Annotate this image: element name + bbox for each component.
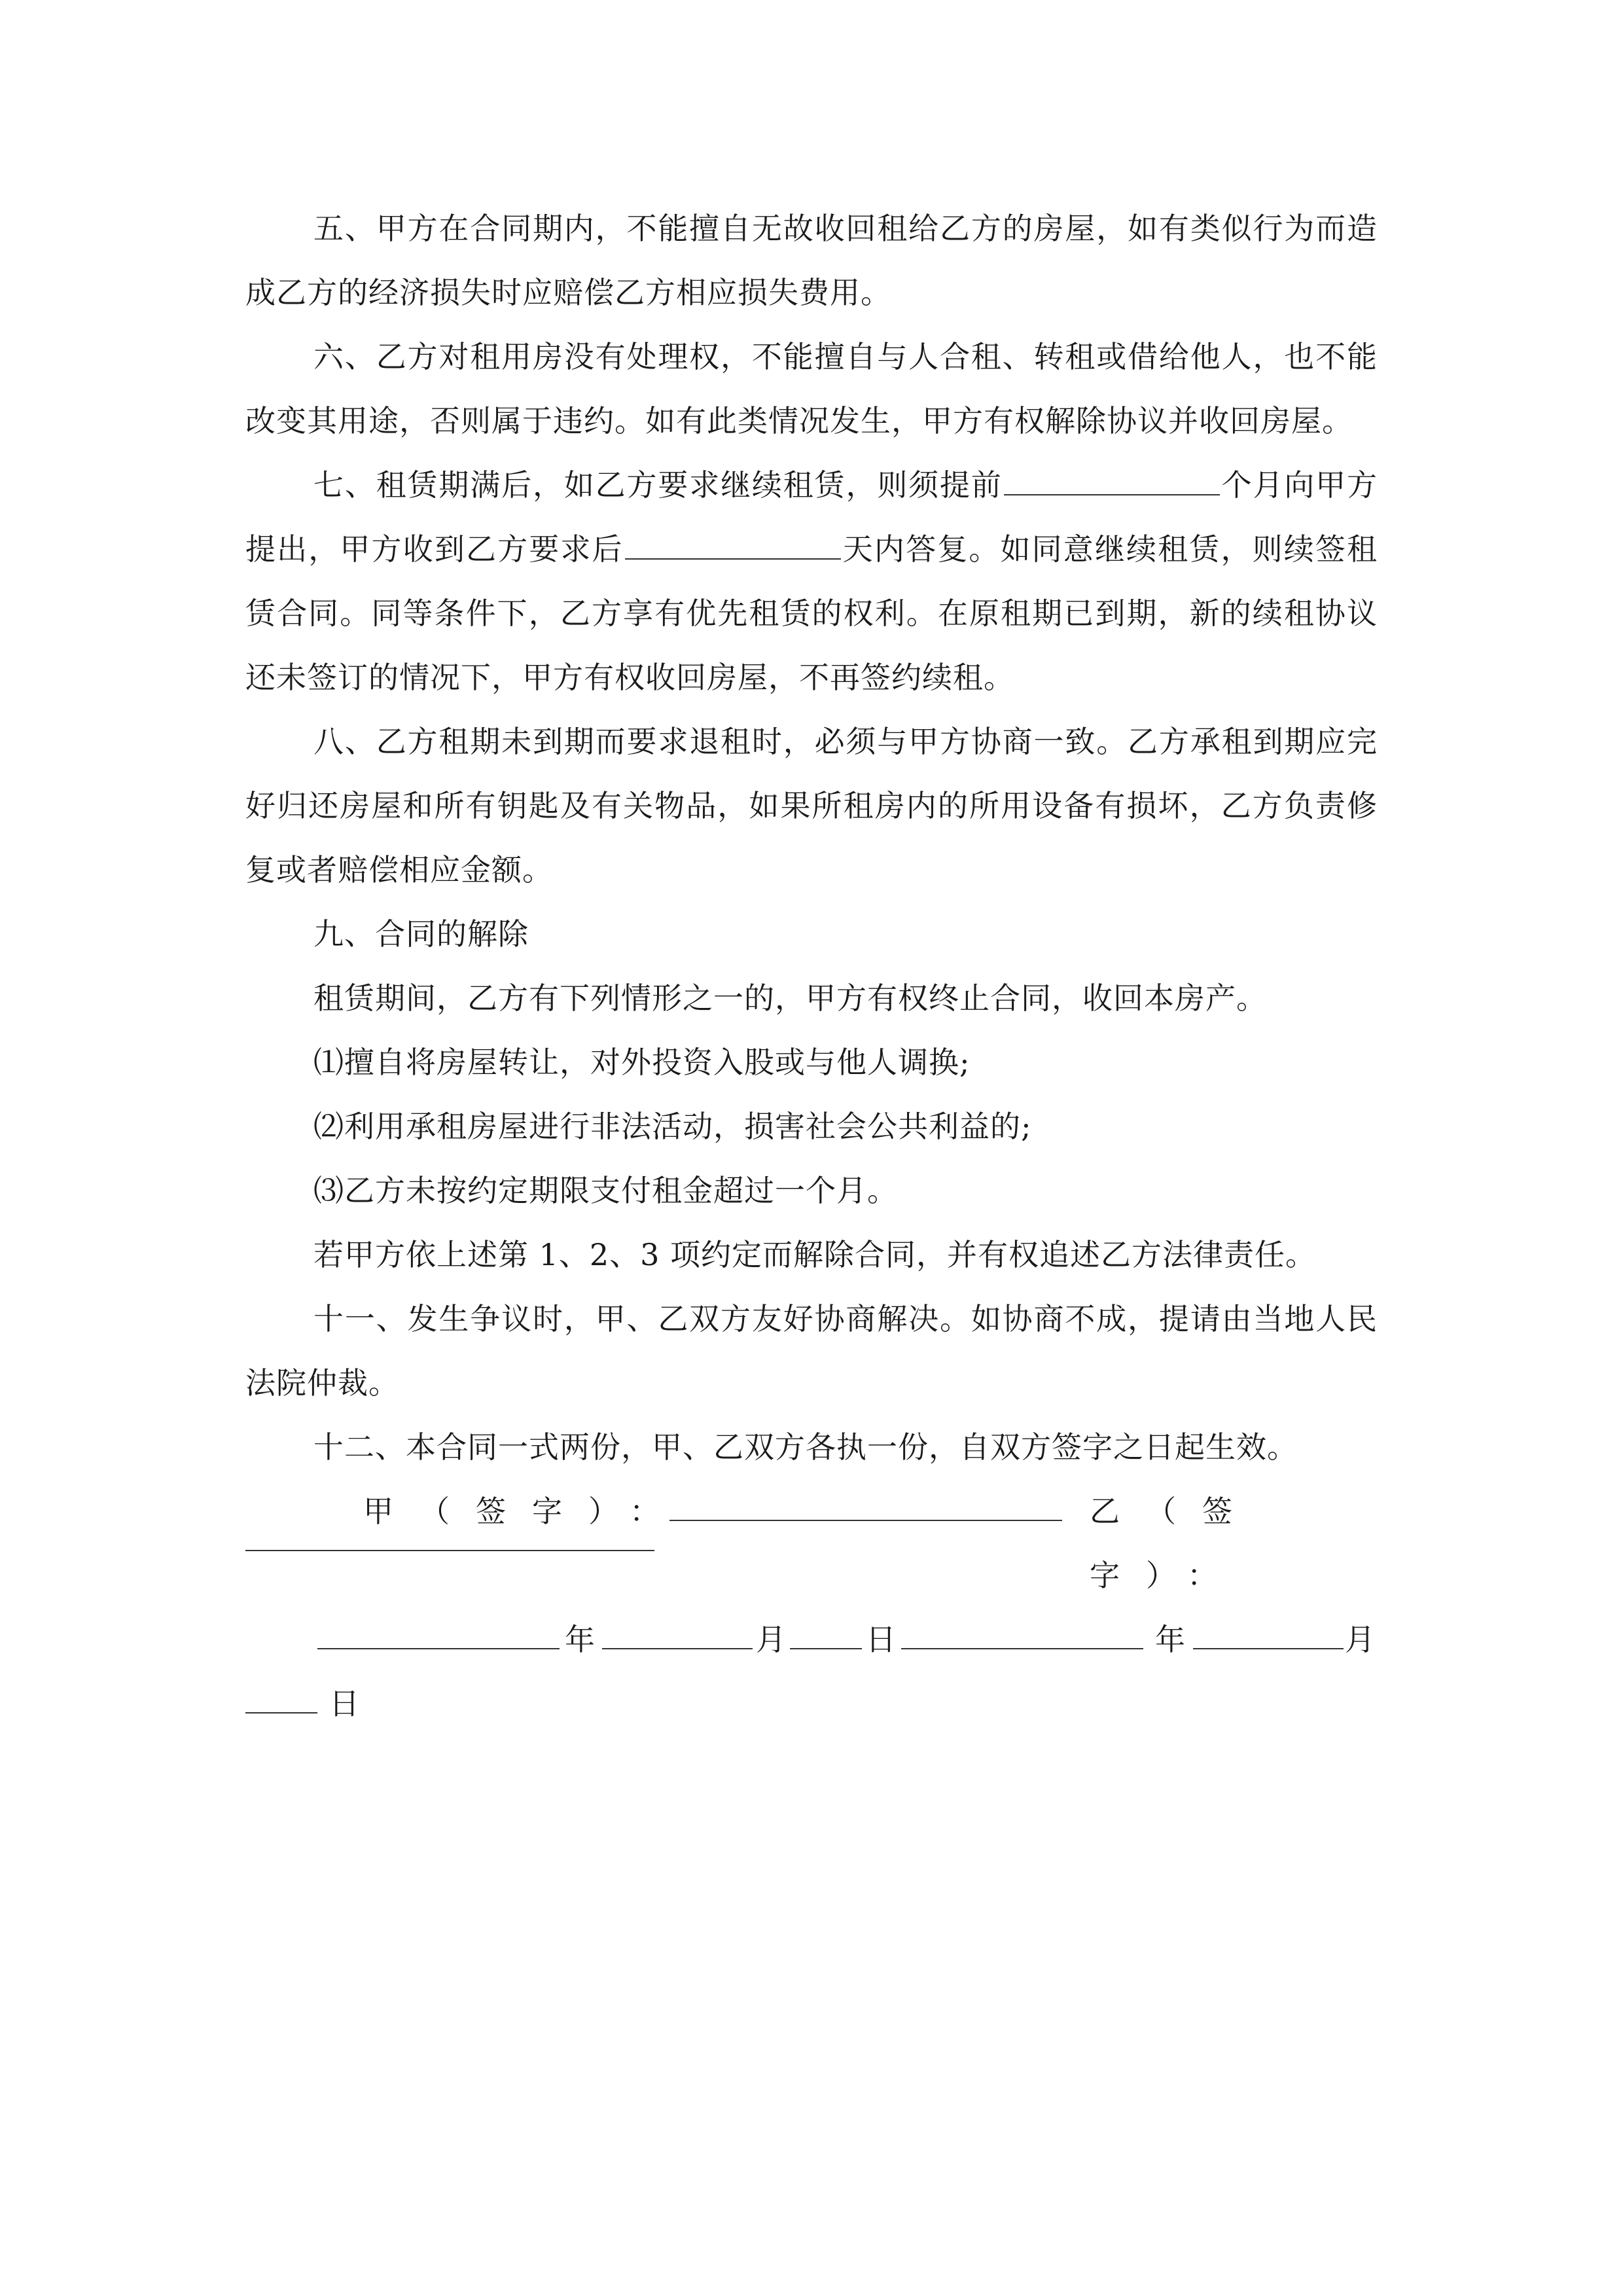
clause-5: 五、甲方在合同期内，不能擅自无故收回租给乙方的房屋，如有类似行为而造成乙方的经济损失时应赔偿乙方相应损失费用。 [245,211,1378,310]
party-b-signature-label: 乙（签字）： [1090,1494,1258,1593]
clause-9-item-2: ⑵利用承租房屋进行非法活动，损害社会公共利益的; [313,1109,1032,1144]
clause-8: 八、乙方租期未到期而要求退租时，必须与甲方协商一致。乙方承租到期应完好归还房屋和所有钥匙及有关物品，如果所租房内的所用设备有损坏，乙方负责修复或者赔偿相应金额。 [245,724,1378,888]
contract-page [245,196,1378,1736]
notice-months-blank [1004,493,1220,495]
party-a-day-label: 日 [866,1622,896,1657]
clause-6: 六、乙方对租用房没有处理权，不能擅自与人合租、转租或借给他人，也不能改变其用途，否则属于违约。如有此类情况发生，甲方有权解除协议并收回房屋。 [245,339,1378,439]
signature-row [245,1479,1378,1593]
party-b-signature-blank [245,1550,654,1551]
party-b-day-blank [245,1712,317,1713]
party-b-year-blank [901,1648,1143,1649]
reply-days-blank [625,558,841,560]
party-a-signature-blank [669,1520,1062,1521]
clause-9-intro: 租赁期间，乙方有下列情形之一的，甲方有权终止合同，收回本房产。 [313,980,1267,1016]
clause-7-part-a: 七、租赁期满后，如乙方要求继续租赁，则须提前 [313,467,1003,503]
clause-9-outro: 若甲方依上述第 1、2、3 项约定而解除合同，并有权追述乙方法律责任。 [313,1237,1317,1272]
signature-row-2 [245,1543,1378,1607]
party-b-day-label: 日 [329,1686,359,1721]
party-a-month-label: 月 [756,1622,786,1657]
date-row [245,1607,1378,1672]
clause-7 [245,453,1378,709]
date-row-2 [245,1672,1378,1736]
party-b-month-label: 月 [1345,1622,1375,1657]
party-b-year-label: 年 [1155,1622,1185,1657]
clause-11: 十一、发生争议时，甲、乙双方友好协商解决。如协商不成，提请由当地人民法院仲裁。 [245,1301,1378,1401]
clause-9-item-1: ⑴擅自将房屋转让，对外投资入股或与他人调换; [313,1045,971,1080]
clause-7-part-c: 天内答复。如同意继续租赁，则续签租赁合同。同等条件下，乙方享有优先租赁的权利。在原租期已到期，新的续租协议还未签订的情况下，甲方有权收回房屋，不再签约续租。 [245,531,1378,695]
party-a-day-blank [790,1648,862,1649]
party-a-signature-label: 甲（签字）： [363,1494,686,1529]
clause-9-item-3: ⑶乙方未按约定期限支付租金超过一个月。 [313,1173,898,1208]
party-a-month-blank [602,1648,753,1649]
party-a-year-blank [317,1648,560,1649]
clause-9-title: 九、合同的解除 [313,916,529,952]
party-a-year-label: 年 [565,1622,595,1657]
party-b-month-blank [1193,1648,1344,1649]
clause-12: 十二、本合同一式两份，甲、乙双方各执一份，自双方签字之日起生效。 [313,1429,1298,1465]
clause-7-part-b: 个月向甲方提出，甲方收到乙方要求后 [245,467,1378,567]
